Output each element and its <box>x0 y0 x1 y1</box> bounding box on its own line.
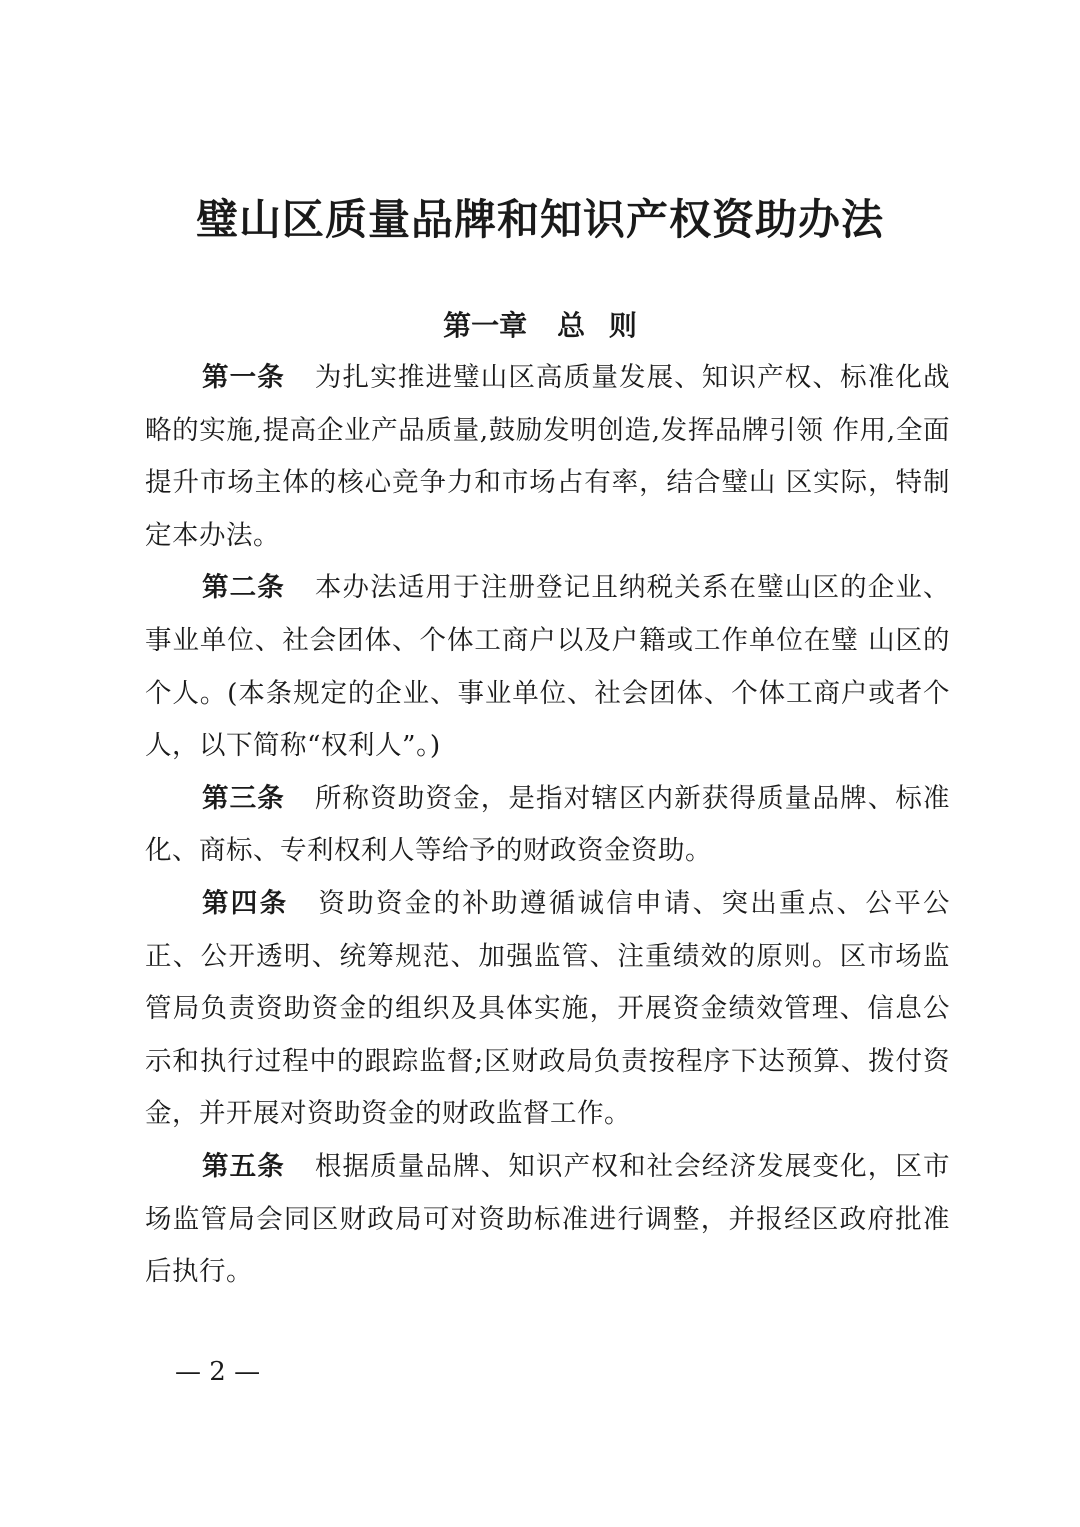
chapter-number: 第一章 <box>443 309 528 342</box>
article-text: 资助资金的补助遵循诚信申请、突出重点、公平公正、公开透明、统筹规范、加强监管、注重绩效的原则。区市场监管局负责资助资金的组织及具体实施，开展资金绩效管理、信息公示和执行过程中的跟踪监督;区财政局负责按程序下达预算、拨付资金，并开展对资助资金的财政监督工作。 <box>145 887 950 1130</box>
article-label: 第五条 <box>202 1150 285 1182</box>
document-title: 璧山区质量品牌和知识产权资助办法 <box>195 195 884 244</box>
article-text: 所称资助资金，是指对辖区内新获得质量品牌、标准化、商标、专利权利人等给予的财政资金资助。 <box>145 782 951 867</box>
article-1 <box>145 352 950 562</box>
article-text: 本办法适用于注册登记且纳税关系在璧山区的企业、事业单位、社会团体、个体工商户以及户籍或工作单位在璧 山区的个人。(本条规定的企业、事业单位、社会团体、个体工商户或者个人，以下简称“权利人”。) <box>145 572 951 762</box>
article-label: 第四条 <box>202 887 289 919</box>
article-label: 第三条 <box>202 782 285 814</box>
chapter-heading <box>0 302 1080 350</box>
article-2 <box>145 562 950 772</box>
article-3 <box>145 773 950 878</box>
article-5 <box>145 1141 950 1299</box>
article-text: 为扎实推进璧山区高质量发展、知识产权、标准化战略的实施,提高企业产品质量,鼓励发明创造,发挥品牌引领 作用,全面提升市场主体的核心竞争力和市场占有率，结合璧山 区实际，特制定本办法。 <box>145 362 951 551</box>
article-label: 第二条 <box>202 572 285 604</box>
article-text: 根据质量品牌、知识产权和社会经济发展变化，区市场监管局会同区财政局可对资助标准进行调整，并报经区政府批准后执行。 <box>145 1150 951 1288</box>
article-4 <box>145 878 950 1141</box>
page-number: — 2 — <box>175 1357 261 1387</box>
document-body <box>145 352 950 1299</box>
article-label: 第一条 <box>202 362 285 393</box>
chapter-name: 总 则 <box>557 309 637 342</box>
